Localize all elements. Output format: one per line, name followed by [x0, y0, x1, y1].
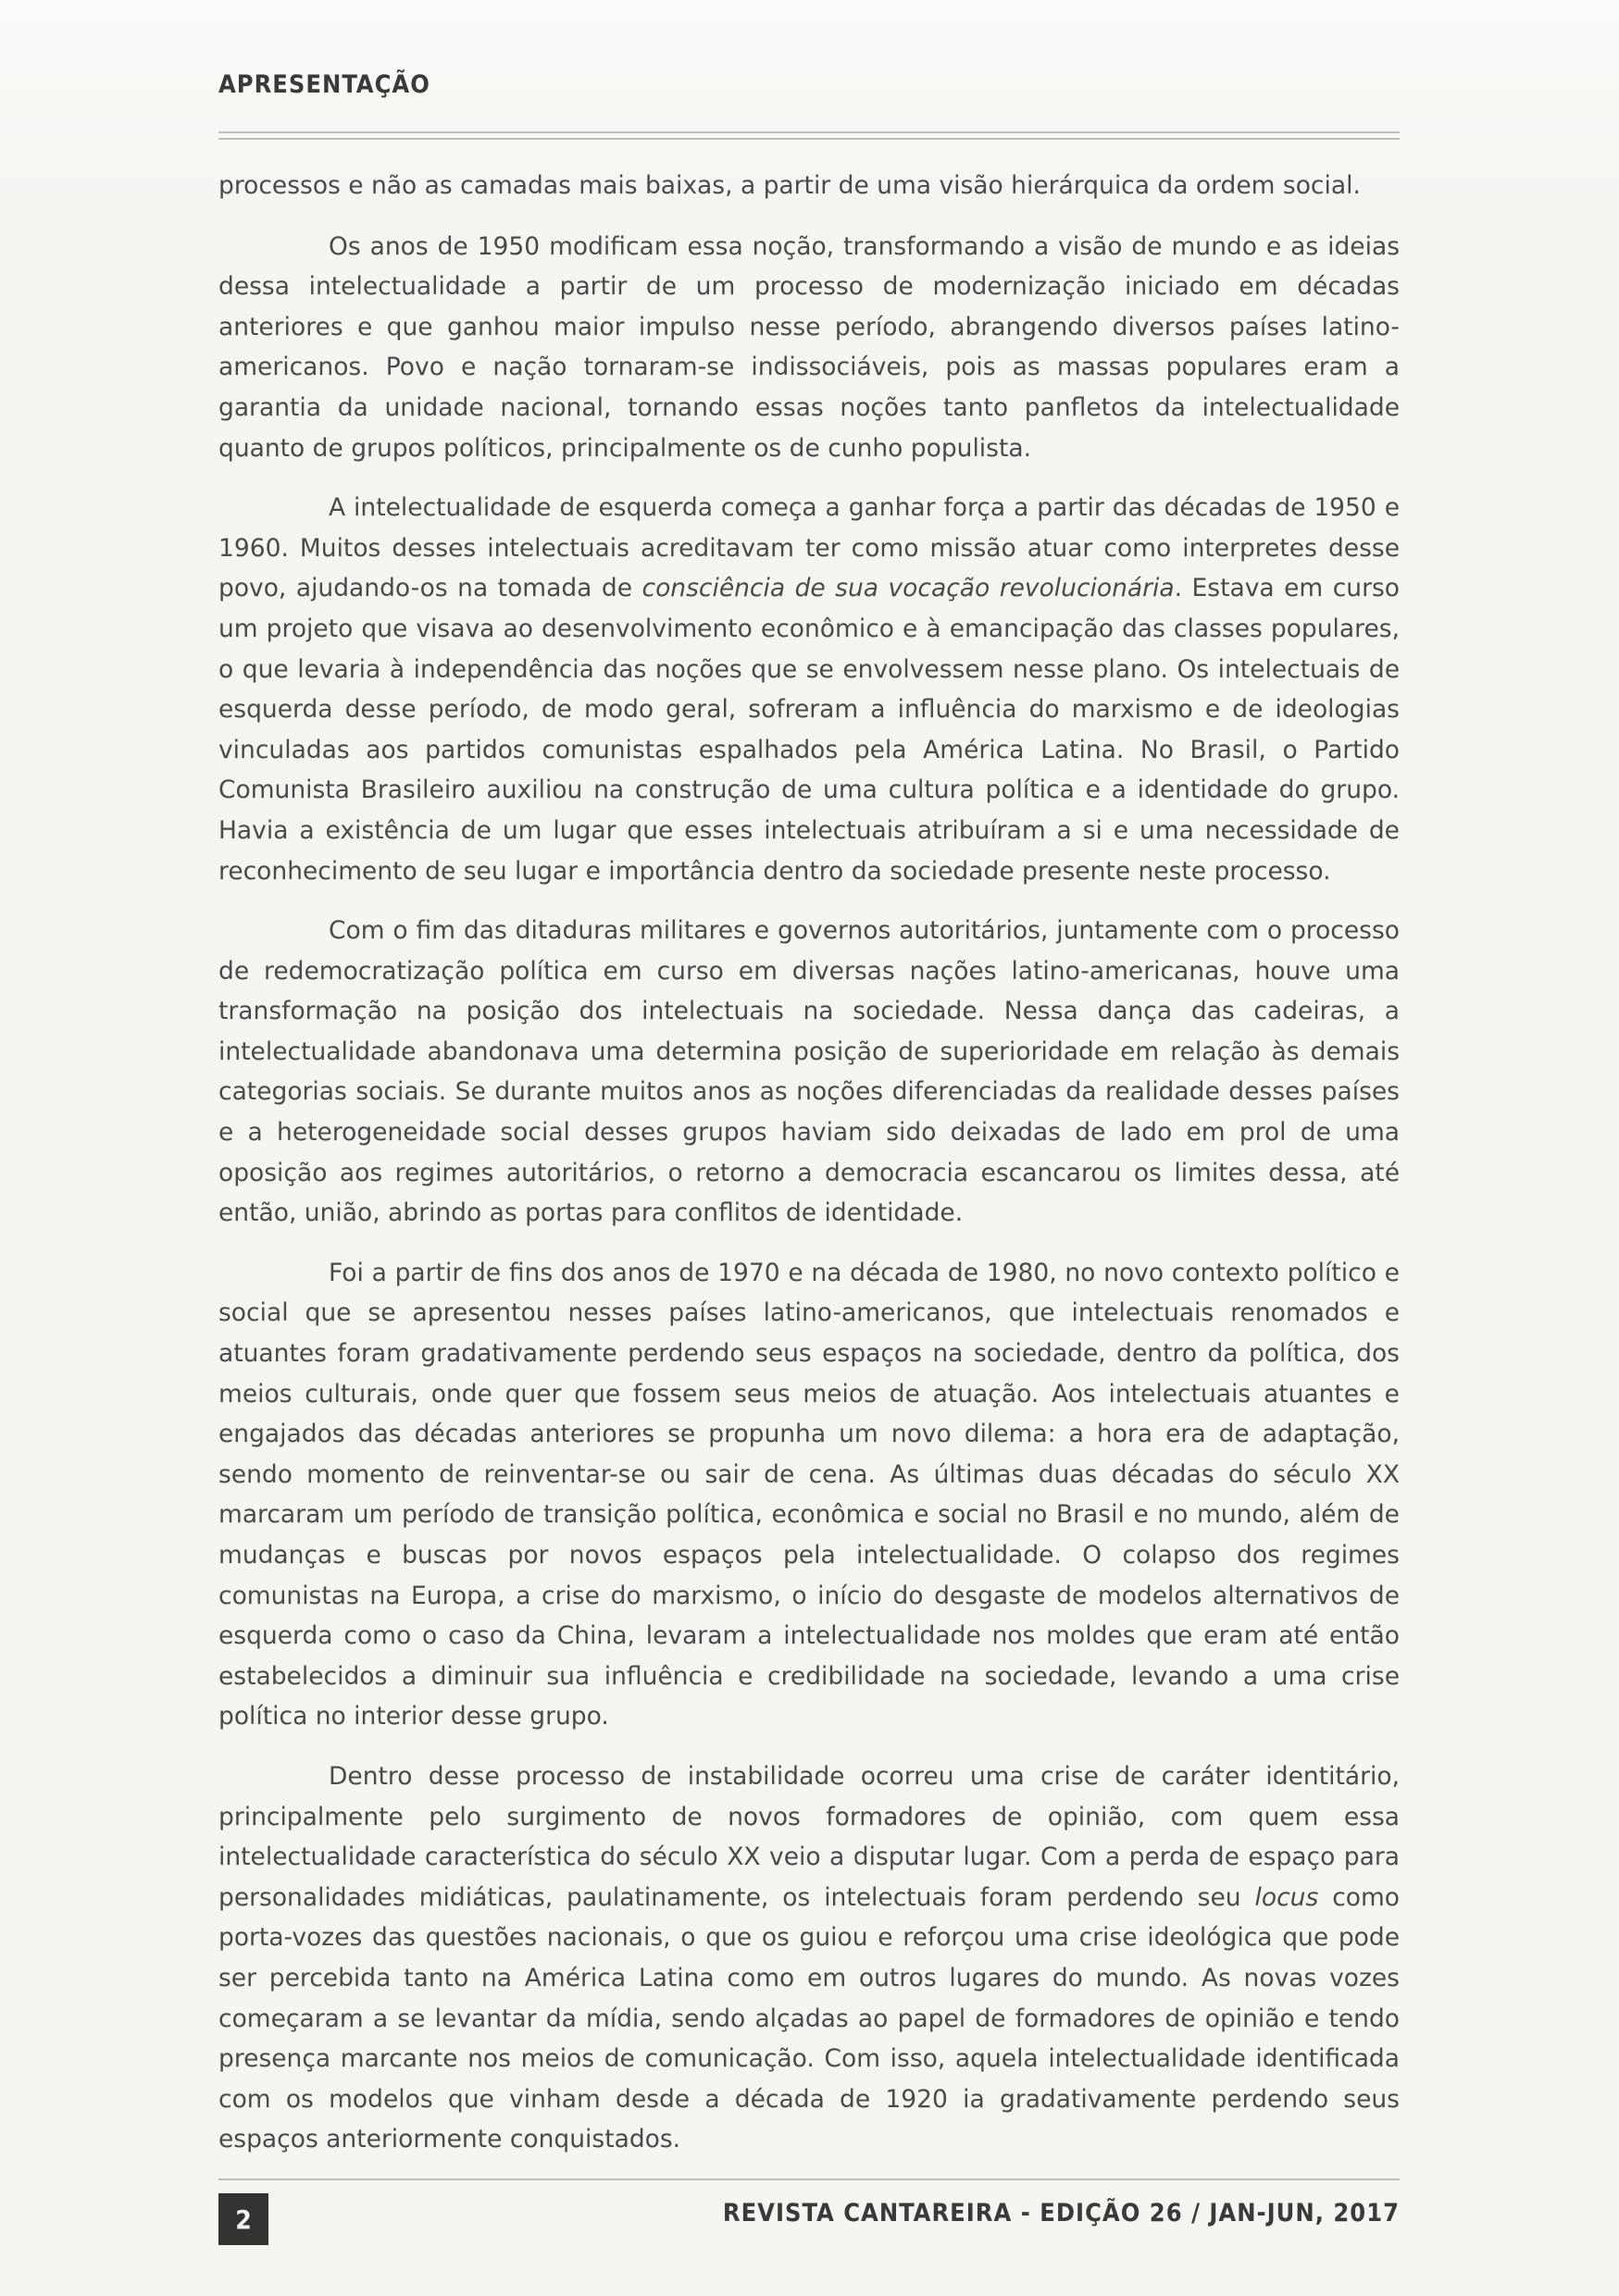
paragraph-3: [218, 488, 1400, 891]
header-rule: [218, 131, 1400, 140]
paragraph-1: processos e não as camadas mais baixas, a partir de uma visão hierárquica da ordem social.: [218, 171, 1361, 200]
paragraph-6-italic: locus: [1254, 1882, 1319, 1912]
section-label: APRESENTAÇÃO: [218, 70, 430, 99]
journal-info: REVISTA CANTAREIRA - EDIÇÃO 26 / JAN-JUN, 2017: [722, 2199, 1400, 2228]
paragraph-2: Os anos de 1950 modificam essa noção, transformando a visão de mundo e as ideias dessa intelectualidade a partir de um processo de modernização iniciado em décadas anteriores e que ganhou maior impulso nesse período, abrangendo diversos países latino-americanos. Povo e nação tornaram-se indissociáveis, pois as massas populares eram a garantia da unidade nacional, tornando essas noções tanto panfletos da intelectualidade quanto de grupos políticos, principalmente os de cunho populista.: [218, 231, 1400, 463]
paragraph-6-text-b: como porta-vozes das questões nacionais, o que os guiou e reforçou uma crise ideológica que pode ser percebida tanto na América Latina como em outros lugares do mundo. As novas vozes começaram a se levantar da mídia, sendo alçadas ao papel de formadores de opinião e tendo presença marcante nos meios de comunicação. Com isso, aquela intelectualidade identificada com os modelos que vinham desde a década de 1920 ia gradativamente perdendo seus espaços anteriormente conquistados.: [218, 1882, 1401, 2154]
paragraph-3-text-b: . Estava em curso um projeto que visava ao desenvolvimento econômico e à emancipação das classes populares, o que levaria à independência das noções que se envolvessem nesse plano. Os intelectuais de esquerda desse período, de modo geral, sofreram a influência do marxismo e de ideologias vinculadas aos partidos comunistas espalhados pela América Latina. No Brasil, o Partido Comunista Brasileiro auxiliou na construção de uma cultura política e a identidade do grupo. Havia a existência de um lugar que esses intelectuais atribuíram a si e uma necessidade de reconhecimento de seu lugar e importância dentro da sociedade presente neste processo.: [218, 574, 1401, 886]
paragraph-6: [218, 1756, 1400, 2160]
paragraph-3-italic: consciência de sua vocação revolucionária: [641, 574, 1175, 603]
paragraph-6-text-a: Dentro desse processo de instabilidade ocorreu uma crise de caráter identitário, principalmente pelo surgimento de novos formadores de opinião, com quem essa intelectualidade característica do século XX veio a disputar lugar. Com a perda de espaço para personalidades midiáticas, paulatinamente, os intelectuais foram perdendo seu: [218, 1761, 1400, 1912]
paragraph-3-text-a: A intelectualidade de esquerda começa a ganhar força a partir das décadas de 1950 e 1960. Muitos desses intelectuais acreditavam ter como missão atuar como interpretes desse povo, ajudando-os na tomada de: [218, 493, 1400, 603]
paragraph-5: Foi a partir de fins dos anos de 1970 e na década de 1980, no novo contexto político e social que se apresentou nesses países latino-americanos, que intelectuais renomados e atuantes foram gradativamente perdendo seus espaços na sociedade, dentro da política, dos meios culturais, onde quer que fossem seus meios de atuação. Aos intelectuais atuantes e engajados das décadas anteriores se propunha um novo dilema: a hora era de adaptação, sendo momento de reinventar-se ou sair de cena. As últimas duas décadas do século XX marcaram um período de transição política, econômica e social no Brasil e no mundo, além de mudanças e buscas por novos espaços pela intelectualidade. O colapso dos regimes comunistas na Europa, a crise do marxismo, o início do desgaste de modelos alternativos de esquerda como o caso da China, levaram a intelectualidade nos moldes que eram até então estabelecidos a diminuir sua influência e credibilidade na sociedade, levando a uma crise política no interior desse grupo.: [218, 1258, 1400, 1731]
paragraph-4: Com o fim das ditaduras militares e governos autoritários, juntamente com o processo de redemocratização política em curso em diversas nações latino-americanas, houve uma transformação na posição dos intelectuais na sociedade. Nessa dança das cadeiras, a intelectualidade abandonava uma determina posição de superioridade em relação às demais categorias sociais. Se durante muitos anos as noções diferenciadas da realidade desses países e a heterogeneidade social desses grupos haviam sido deixadas de lado em prol de uma oposição aos regimes autoritários, o retorno a democracia escancarou os limites dessa, até então, união, abrindo as portas para conflitos de identidade.: [218, 916, 1400, 1228]
footer-rule: [218, 2178, 1400, 2180]
page-number: 2: [218, 2193, 268, 2245]
body-text: [218, 166, 1400, 2179]
